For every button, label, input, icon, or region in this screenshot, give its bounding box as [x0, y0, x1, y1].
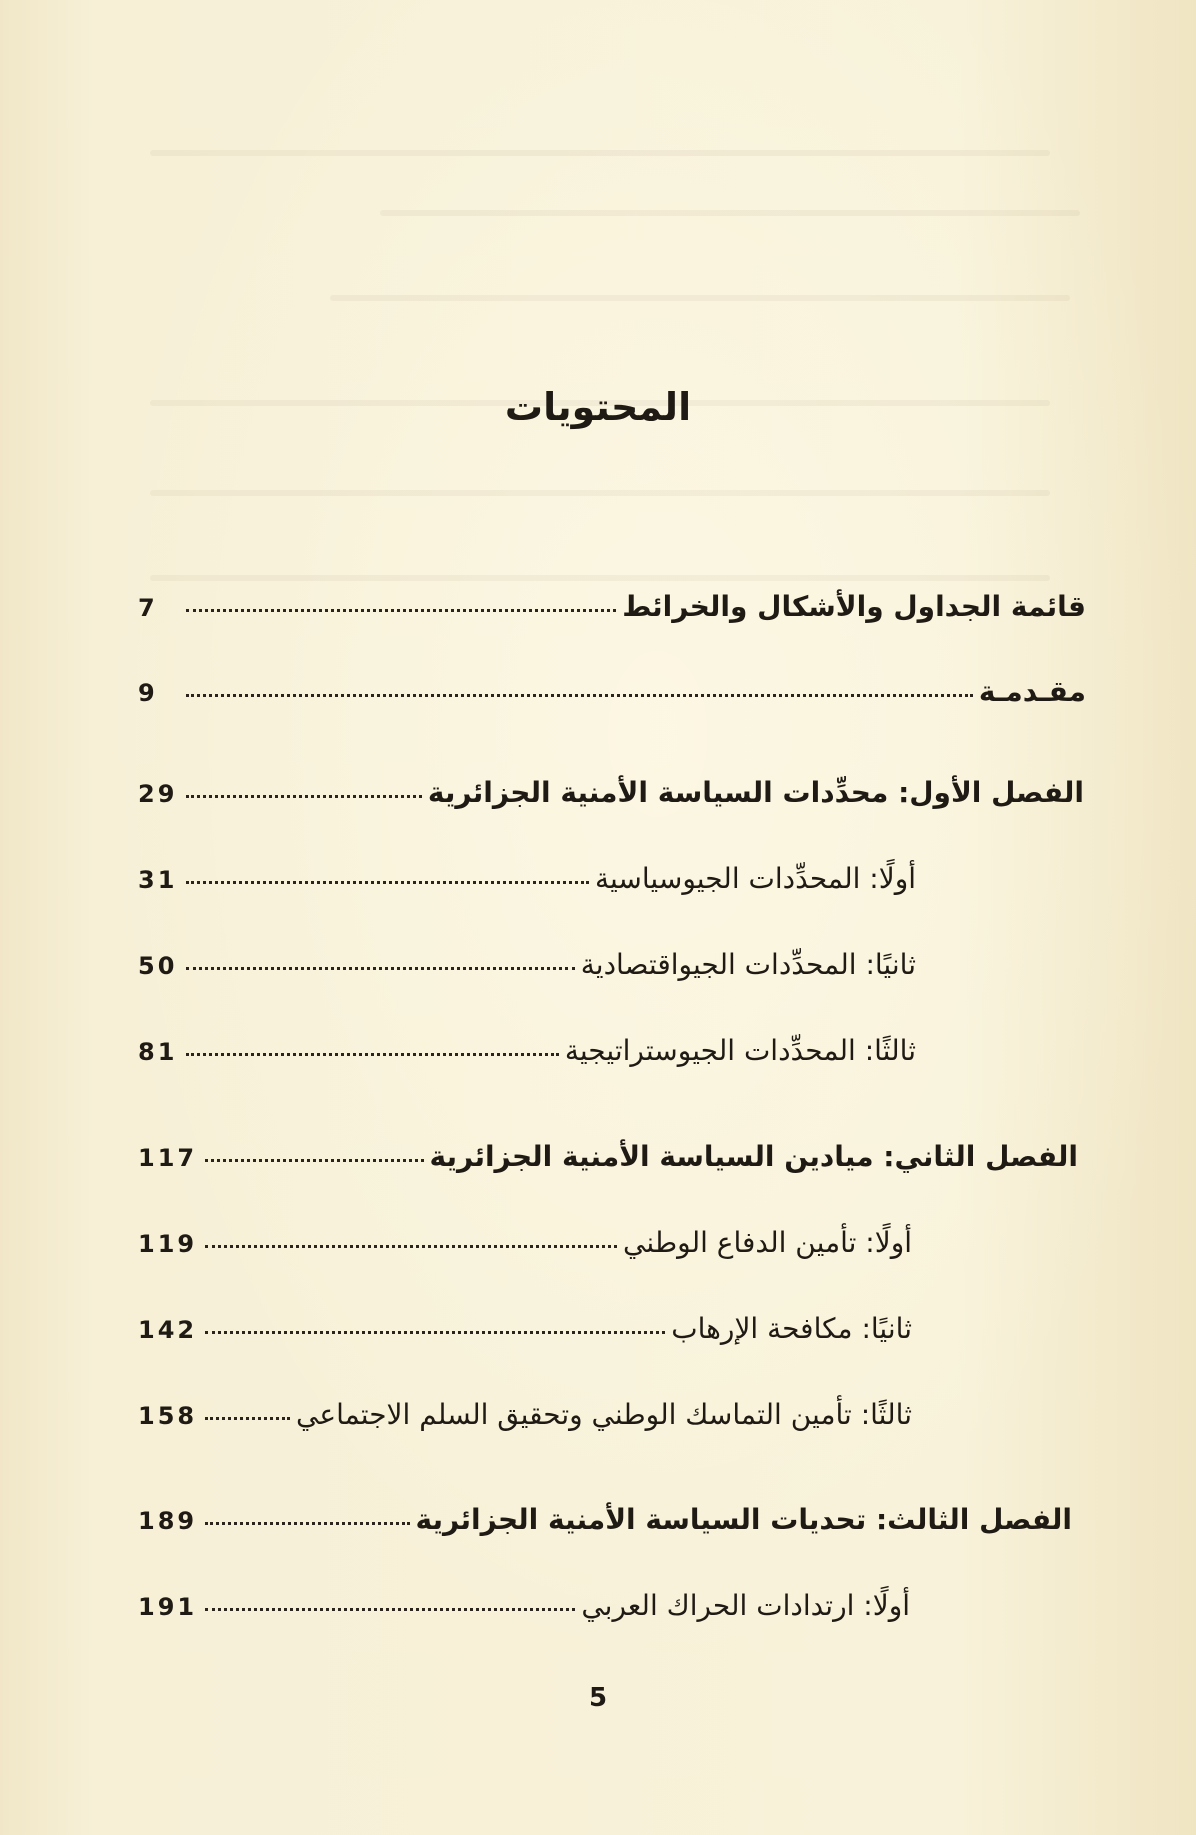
toc-entry-page: 142 [138, 1316, 198, 1344]
dot-leader [186, 967, 575, 970]
toc-entry-page: 119 [138, 1230, 198, 1258]
toc-entry-page: 50 [138, 952, 178, 980]
toc-entry-list-of-tables[interactable] [138, 590, 1086, 634]
toc-entry-page: 158 [138, 1402, 198, 1430]
toc-entry-label: أولًا: المحدِّدات الجيوسياسية [594, 862, 916, 895]
dot-leader [205, 1331, 665, 1334]
toc-entry-label: الفصل الثاني: ميادين السياسة الأمنية الجزائرية [429, 1140, 1078, 1173]
toc-entry-section-2-3[interactable] [138, 1398, 912, 1442]
toc-entry-page: 117 [138, 1144, 198, 1172]
dot-leader [205, 1159, 423, 1162]
toc-entry-label: قائمة الجداول والأشكال والخرائط [622, 590, 1086, 623]
toc-entry-section-1-1[interactable] [138, 862, 916, 906]
bleed-through-line [150, 490, 1050, 496]
toc-entry-label: الفصل الأول: محدِّدات السياسة الأمنية الجزائرية [427, 776, 1084, 809]
toc-entry-label: أولًا: تأمين الدفاع الوطني [623, 1226, 912, 1259]
toc-entry-label: مقـدمـة [978, 675, 1086, 708]
toc-entry-page: 7 [138, 594, 158, 622]
bleed-through-line [150, 150, 1050, 156]
dot-leader [205, 1417, 290, 1420]
toc-entry-label: ثالثًا: تأمين التماسك الوطني وتحقيق السلم الاجتماعي [296, 1398, 912, 1431]
toc-entry-introduction[interactable] [138, 675, 1086, 719]
bleed-through-line [380, 210, 1080, 216]
toc-entry-chapter-1[interactable] [138, 776, 1084, 820]
dot-leader [205, 1522, 409, 1525]
toc-entry-section-3-1[interactable] [138, 1589, 910, 1633]
toc-entry-chapter-3[interactable] [138, 1503, 1072, 1547]
bleed-through-line [330, 295, 1070, 301]
page-title: المحتويات [504, 385, 692, 429]
dot-leader [186, 881, 589, 884]
toc-entry-page: 29 [138, 780, 178, 808]
toc-entry-label: الفصل الثالث: تحديات السياسة الأمنية الجزائرية [415, 1503, 1072, 1536]
toc-entry-chapter-2[interactable] [138, 1140, 1078, 1184]
dot-leader [186, 1053, 559, 1056]
toc-entry-page: 191 [138, 1593, 198, 1621]
toc-entry-page: 189 [138, 1507, 198, 1535]
toc-entry-page: 31 [138, 866, 178, 894]
dot-leader [205, 1245, 617, 1248]
toc-entry-label: ثانيًا: المحدِّدات الجيواقتصادية [580, 948, 916, 981]
dot-leader [186, 609, 616, 612]
dot-leader [205, 1608, 575, 1611]
page-number: 5 [588, 1683, 608, 1713]
dot-leader [186, 694, 973, 697]
toc-entry-page: 9 [138, 679, 158, 707]
toc-entry-label: ثانيًا: مكافحة الإرهاب [671, 1312, 912, 1345]
toc-entry-page: 81 [138, 1038, 178, 1066]
toc-entry-label: أولًا: ارتدادات الحراك العربي [581, 1589, 910, 1622]
toc-entry-section-2-1[interactable] [138, 1226, 912, 1270]
dot-leader [186, 795, 422, 798]
bleed-through-line [150, 575, 1050, 581]
toc-entry-section-1-3[interactable] [138, 1034, 916, 1078]
toc-entry-section-1-2[interactable] [138, 948, 916, 992]
toc-entry-label: ثالثًا: المحدِّدات الجيوستراتيجية [564, 1034, 916, 1067]
toc-entry-section-2-2[interactable] [138, 1312, 912, 1356]
